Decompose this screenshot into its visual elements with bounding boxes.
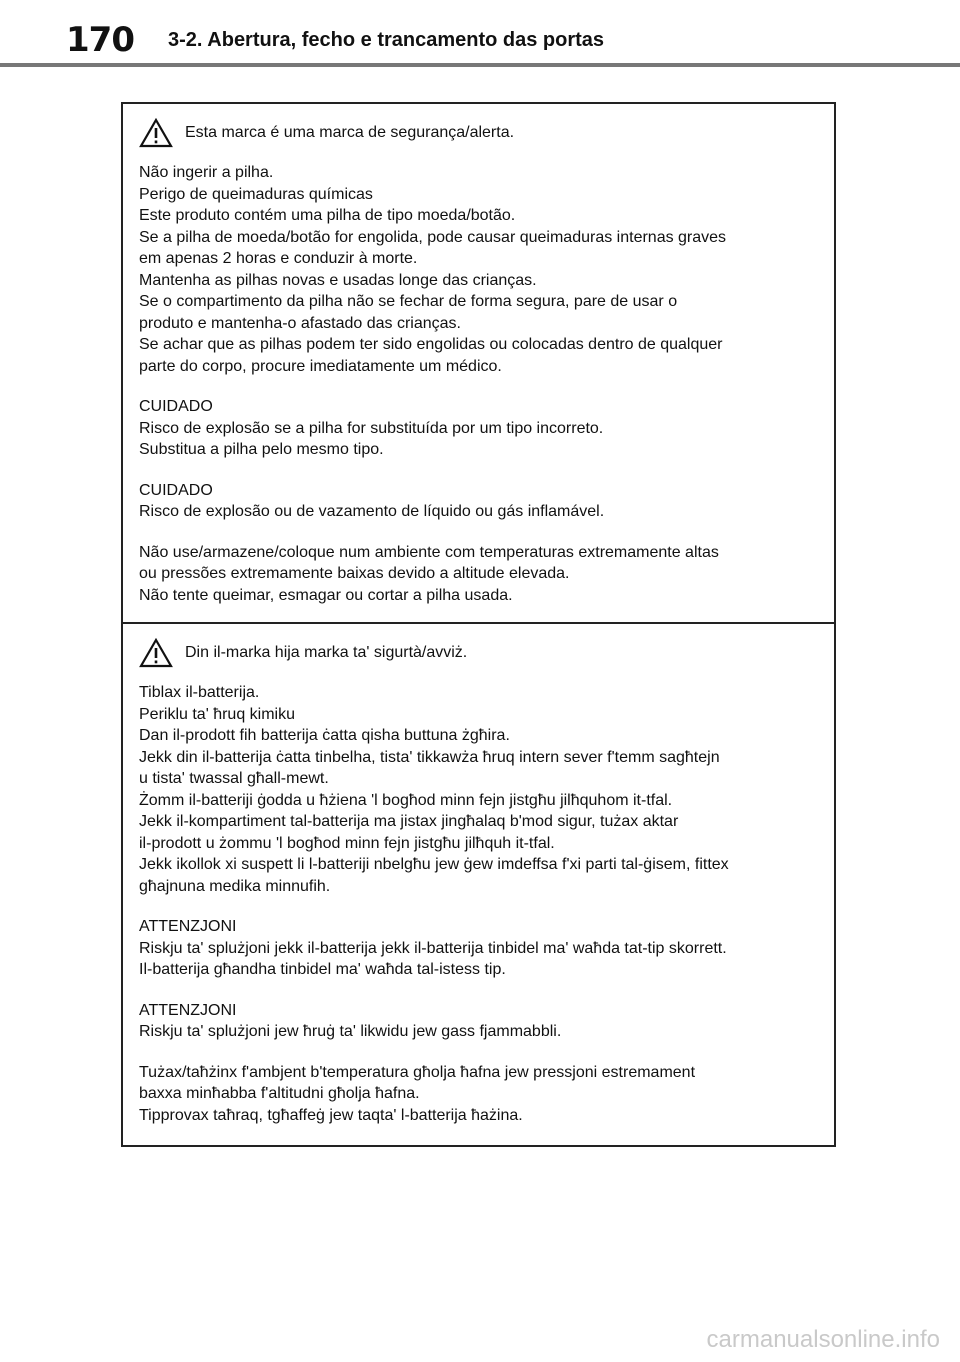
text-line: Żomm il-batteriji ġodda u ħżiena 'l bogħod minn fejn jistgħu jilħquhom it-tfal. — [139, 791, 673, 809]
text-line: CUIDADO — [139, 398, 213, 415]
text-line: Tużax/taħżinx f'ambjent b'temperatura għolja ħafna jew pressjoni estremament — [139, 1063, 696, 1081]
watermark: carmanualsonline.info — [706, 1326, 940, 1353]
text-line: Risco de explosão se a pilha for substituída por um tipo incorreto. — [139, 419, 604, 437]
paragraph — [139, 480, 820, 523]
text-line: Substitua a pilha pelo mesmo tipo. — [139, 441, 384, 458]
text-line: Não ingerir a pilha. — [139, 164, 274, 181]
text-line: għajnuna medika minnufih. — [139, 877, 331, 895]
text-line: Il-batterija għandha tinbidel ma' waħda tal-istess tip. — [139, 961, 506, 978]
text-line: ATTENZJONI — [139, 1001, 237, 1019]
text-line: Não use/armazene/coloque num ambiente com temperaturas extremamente altas — [139, 543, 719, 561]
paragraph — [139, 396, 820, 461]
text-line: ATTENZJONI — [139, 918, 237, 935]
text-line: Tiblax il-batterija. — [139, 684, 260, 701]
text-line: Jekk ikollok xi suspett li l-batteriji nbelgħu jew ġew imdeffsa f'xi parti tal-ġisem, fittex — [139, 856, 729, 873]
text-line: Dan il-prodott fih batterija ċatta qisha buttuna żgħira. — [139, 727, 510, 744]
text-line: Riskju ta' splużjoni jekk il-batterija jekk il-batterija tinbidel ma' waħda tat-tip skorrett. — [139, 939, 727, 957]
paragraph — [139, 916, 820, 981]
text-line: produto e mantenha-o afastado das crianças. — [139, 314, 461, 332]
text-line: Se a pilha de moeda/botão for engolida, pode causar queimaduras internas graves — [139, 228, 727, 246]
warning-header — [139, 116, 820, 150]
text-line: Jekk din il-batterija ċatta tinbelha, tista' tikkawża ħruq intern sever f'temm sagħtejn — [139, 748, 720, 766]
warning-box-portuguese — [121, 102, 836, 624]
header-rule — [0, 63, 960, 67]
text-line: parte do corpo, procure imediatamente um médico. — [139, 357, 502, 375]
text-line: Risco de explosão ou de vazamento de líquido ou gás inflamável. — [139, 503, 605, 520]
paragraph — [139, 162, 820, 377]
paragraph — [139, 1062, 820, 1127]
section-title: 3-2. Abertura, fecho e trancamento das portas — [168, 29, 605, 51]
text-line: Tipprovax taħraq, tgħaffeġ jew taqta' l-batterija ħażina. — [139, 1106, 523, 1124]
text-line: Periklu ta' ħruq kimiku — [139, 705, 295, 723]
text-line: u tista' twassal għall-mewt. — [139, 770, 329, 787]
text-line: baxxa minħabba f'altitudni għolja ħafna. — [139, 1085, 420, 1102]
text-line: CUIDADO — [139, 481, 213, 499]
text-line: ou pressões extremamente baixas devido a altitude elevada. — [139, 565, 570, 582]
warning-triangle-icon — [139, 638, 173, 668]
warning-header — [139, 636, 820, 670]
text-line: Se o compartimento da pilha não se fechar de forma segura, pare de usar o — [139, 293, 678, 310]
text-line: Não tente queimar, esmagar ou cortar a pilha usada. — [139, 586, 513, 604]
text-line: Se achar que as pilhas podem ter sido engolidas ou colocadas dentro de qualquer — [139, 336, 723, 353]
text-line: Riskju ta' splużjoni jew ħruġ ta' likwidu jew gass fjammabbli. — [139, 1023, 562, 1040]
warning-box-maltese — [121, 622, 836, 1147]
text-line: il-prodott u żommu 'l bogħod minn fejn jistgħu jilħquh it-tfal. — [139, 834, 555, 852]
text-line: Mantenha as pilhas novas e usadas longe das crianças. — [139, 271, 537, 289]
warning-text — [139, 162, 820, 606]
text-line: em apenas 2 horas e conduzir à morte. — [139, 250, 418, 267]
text-line: Perigo de queimaduras químicas — [139, 185, 373, 203]
warning-title: Din il-marka hija marka ta' sigurtà/avviż. — [185, 644, 468, 661]
text-line: Jekk il-kompartiment tal-batterija ma jistax jingħalaq b'mod sigur, tużax aktar — [139, 813, 679, 830]
paragraph — [139, 1000, 820, 1043]
paragraph — [139, 542, 820, 607]
page-number: 170 — [66, 20, 134, 60]
page-header — [0, 0, 960, 68]
paragraph — [139, 682, 820, 897]
warning-triangle-icon — [139, 118, 173, 148]
warning-text — [139, 682, 820, 1126]
warning-title: Esta marca é uma marca de segurança/alerta. — [185, 124, 515, 141]
text-line: Este produto contém uma pilha de tipo moeda/botão. — [139, 207, 516, 224]
